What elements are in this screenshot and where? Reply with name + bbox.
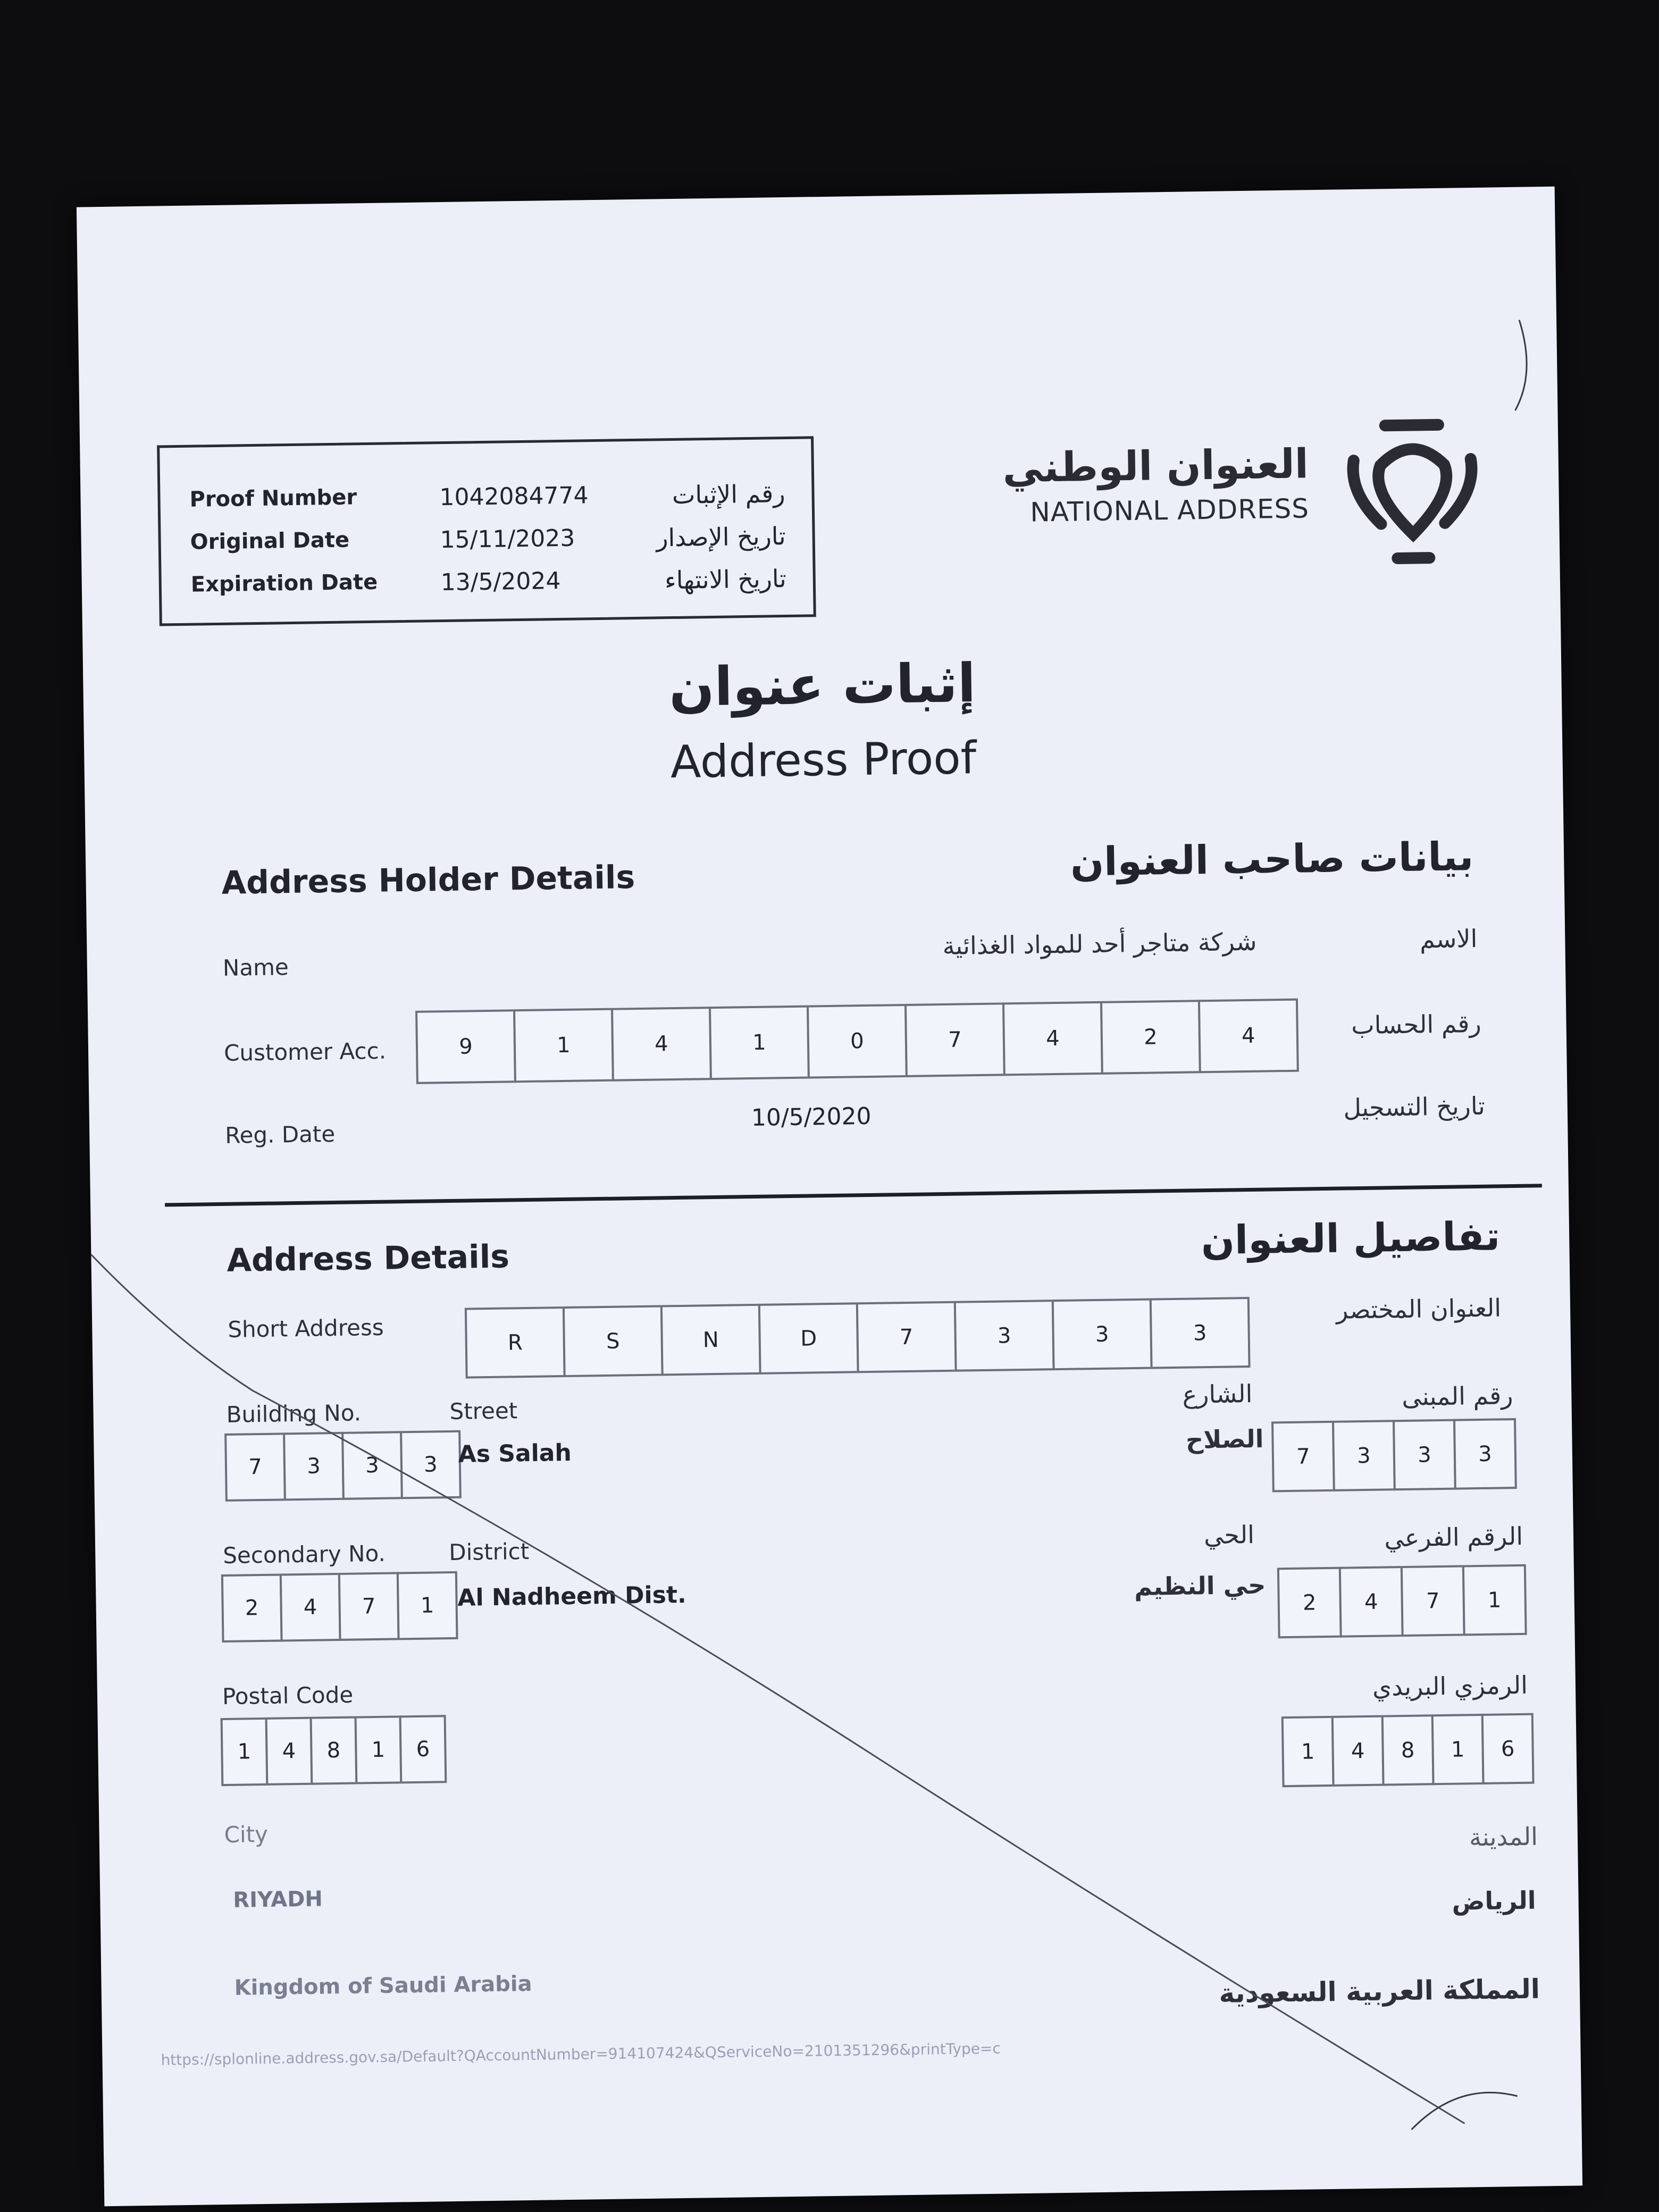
short-address-box: 7 [856,1301,957,1373]
postal-code-label-ar: الرمزي البريدي [1372,1670,1528,1702]
customer-acc-box: 9 [415,1009,516,1084]
secondary-no-ar-box: 2 [1277,1567,1342,1639]
proof-number-value: 1042084774 [439,482,589,512]
postal-code-ar-box: 1 [1431,1714,1485,1785]
customer-acc-box: 0 [807,1004,908,1079]
name-label: Name [222,954,289,981]
short-address-box: 3 [1150,1297,1251,1369]
building-no-label: Building No. [226,1400,362,1428]
expiration-date-label: Expiration Date [190,569,378,597]
name-label-ar: الاسم [1419,924,1478,954]
building-no-box: 7 [224,1432,286,1502]
short-address-box: S [563,1305,664,1377]
building-no-box: 3 [341,1431,403,1500]
city-value: RIYADH [233,1887,323,1913]
country-value: Kingdom of Saudi Arabia [234,1971,532,2000]
building-no-ar-box: 3 [1332,1420,1396,1492]
street-value-ar: الصلاح [1185,1424,1264,1454]
postal-code-box: 8 [310,1716,358,1785]
original-date-label: Original Date [190,527,350,555]
logo-text-en: NATIONAL ADDRESS [1029,493,1310,528]
customer-acc-label-ar: رقم الحساب [1351,1009,1481,1040]
building-no-ar-box: 7 [1271,1421,1335,1493]
footer-url: https://splonline.address.gov.sa/Default?QAccountNumber=914107424&QServiceNo=2101351296&printType=c [161,2039,1001,2069]
postal-code-box: 6 [399,1715,447,1783]
building-no-label-ar: رقم المبنى [1402,1381,1513,1412]
short-address-box: 3 [1052,1298,1153,1371]
screen-crack [77,187,1582,2206]
secondary-no-box: 4 [280,1573,341,1642]
customer-acc-label: Customer Acc. [223,1037,387,1066]
address-heading: Address Details [227,1238,510,1279]
proof-number-label: Proof Number [189,485,357,512]
customer-acc-box: 1 [709,1006,810,1080]
short-address-label-ar: العنوان المختصر [1336,1293,1502,1325]
postal-code-label: Postal Code [222,1681,354,1710]
customer-acc-box: 2 [1100,1000,1201,1075]
building-no-ar-box: 3 [1453,1418,1517,1490]
postal-code-box: 1 [355,1715,403,1784]
secondary-no-box: 7 [338,1572,400,1641]
secondary-no-label-ar: الرقم الفرعي [1384,1521,1523,1553]
customer-acc-box: 7 [904,1002,1006,1077]
short-address-box: R [465,1306,566,1379]
original-date-value: 15/11/2023 [440,524,575,554]
city-label-ar: المدينة [1469,1822,1538,1852]
postal-code-ar-box: 4 [1331,1715,1385,1787]
postal-code-ar-box: 6 [1481,1713,1535,1784]
postal-code-ar-box: 1 [1281,1716,1335,1787]
customer-acc-box: 4 [1198,999,1299,1074]
short-address-label: Short Address [228,1314,384,1343]
proof-number-label-ar: رقم الإثبات [672,479,785,510]
logo-text-ar: العنوان الوطني [1002,440,1309,492]
city-label: City [224,1821,269,1848]
document-page [77,187,1582,2206]
district-label-ar: الحي [1203,1520,1255,1550]
district-value: Al Nadheem Dist. [457,1581,686,1612]
street-label: Street [449,1397,518,1425]
city-value-ar: الرياض [1452,1886,1536,1916]
expiration-date-label-ar: تاريخ الانتهاء [664,564,787,595]
postal-code-box: 1 [221,1717,269,1786]
short-address-box: 3 [954,1300,1055,1372]
street-label-ar: الشارع [1182,1379,1253,1409]
short-address-box: D [758,1302,859,1375]
name-value: شركة متاجر أحد للمواد الغذائية [942,927,1257,960]
page-title: Address Proof [670,732,977,789]
customer-acc-box: 4 [611,1007,712,1082]
secondary-no-label: Secondary No. [222,1540,386,1569]
secondary-no-ar-box: 7 [1401,1565,1465,1637]
original-date-label-ar: تاريخ الإصدار [656,522,786,552]
page-title-ar: إثبات عنوان [668,652,976,719]
district-label: District [448,1538,530,1566]
customer-acc-box: 1 [513,1008,614,1083]
address-heading-ar: تفاصيل العنوان [1201,1213,1501,1264]
customer-acc-box: 4 [1002,1001,1103,1076]
country-value-ar: المملكة العربية السعودية [1219,1973,1540,2009]
secondary-no-ar-box: 1 [1462,1564,1527,1636]
secondary-no-box: 2 [221,1573,283,1643]
postal-code-ar-box: 8 [1381,1714,1435,1786]
building-no-ar-box: 3 [1393,1419,1456,1491]
secondary-no-ar-box: 4 [1339,1566,1404,1638]
street-value: As Salah [458,1439,572,1468]
short-address-box: N [660,1304,761,1376]
holder-heading: Address Holder Details [221,859,635,902]
secondary-no-box: 1 [397,1571,458,1640]
reg-date-value: 10/5/2020 [751,1102,872,1132]
holder-heading-ar: بيانات صاحب العنوان [1070,834,1474,885]
building-no-box: 3 [283,1432,345,1501]
postal-code-box: 4 [265,1717,313,1786]
district-value-ar: حي النظيم [1134,1570,1266,1602]
building-no-box: 3 [400,1430,462,1499]
reg-date-label-ar: تاريخ التسجيل [1343,1091,1486,1122]
expiration-date-value: 13/5/2024 [440,567,561,597]
reg-date-label: Reg. Date [224,1120,336,1149]
